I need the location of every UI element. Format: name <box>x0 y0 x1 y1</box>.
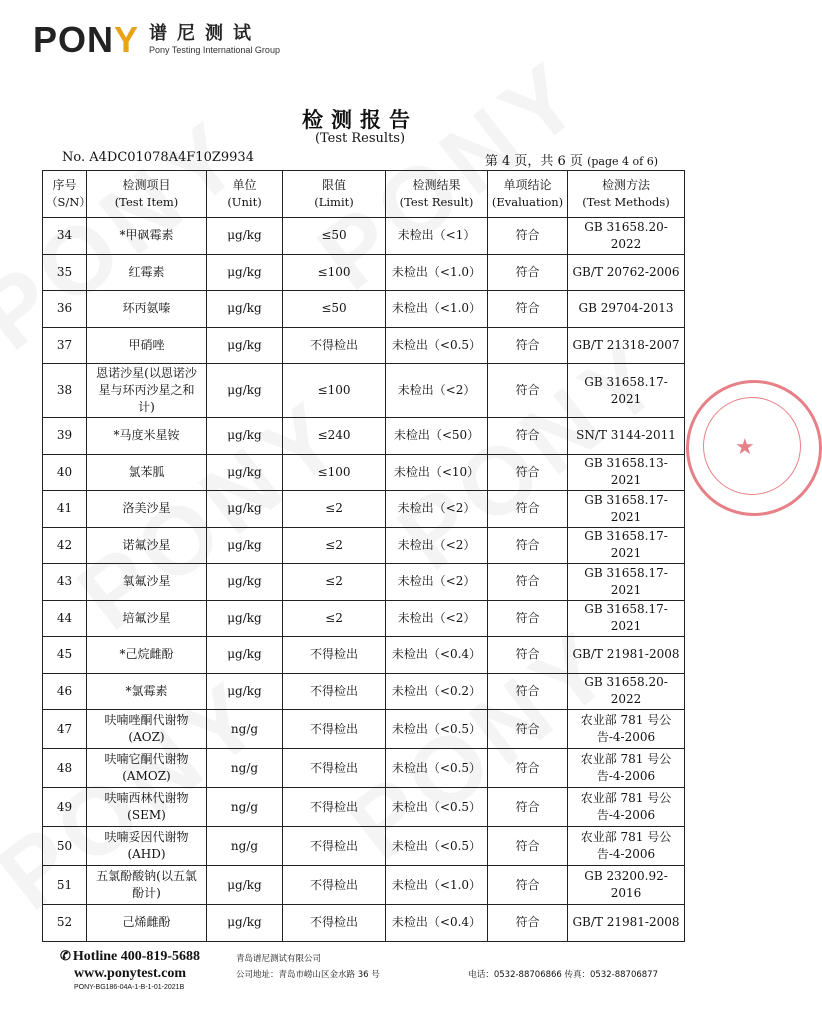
table-row <box>43 827 685 866</box>
table-row <box>43 454 685 491</box>
evaluation-cell: 符合 <box>488 788 568 827</box>
sn-cell: 50 <box>43 827 87 866</box>
method-cell: 农业部 781 号公告-4-2006 <box>568 827 685 866</box>
method-cell: GB 31658.20-2022 <box>568 673 685 710</box>
test-results-table <box>42 170 685 942</box>
test-item-cell: 呋喃唑酮代谢物(AOZ) <box>87 710 207 749</box>
report-title: 检测报告 <box>302 107 418 132</box>
limit-cell: ≤100 <box>283 364 386 418</box>
limit-cell: 不得检出 <box>283 749 386 788</box>
limit-cell: ≤100 <box>283 254 386 291</box>
method-cell: GB/T 21981-2008 <box>568 905 685 942</box>
evaluation-cell: 符合 <box>488 673 568 710</box>
table-row <box>43 254 685 291</box>
method-cell: GB 31658.17-2021 <box>568 600 685 637</box>
method-cell: GB 31658.17-2021 <box>568 527 685 564</box>
evaluation-cell: 符合 <box>488 866 568 905</box>
evaluation-cell: 符合 <box>488 454 568 491</box>
result-cell: 未检出（<0.5） <box>386 327 488 364</box>
sn-cell: 49 <box>43 788 87 827</box>
sn-cell: 35 <box>43 254 87 291</box>
sn-cell: 40 <box>43 454 87 491</box>
table-row <box>43 364 685 418</box>
method-cell: 农业部 781 号公告-4-2006 <box>568 788 685 827</box>
result-cell: 未检出（<1.0） <box>386 254 488 291</box>
result-cell: 未检出（<1.0） <box>386 866 488 905</box>
limit-cell: ≤2 <box>283 527 386 564</box>
sn-cell: 52 <box>43 905 87 942</box>
test-item-cell: 氯苯胍 <box>87 454 207 491</box>
table-row <box>43 905 685 942</box>
column-header: 检测项目 (Test Item) <box>87 171 207 218</box>
table-row <box>43 418 685 455</box>
test-item-cell: 氧氟沙星 <box>87 564 207 601</box>
unit-cell: μg/kg <box>207 218 283 255</box>
test-item-cell: 五氯酚酸钠(以五氯酚计) <box>87 866 207 905</box>
column-header: 检测结果 (Test Result) <box>386 171 488 218</box>
test-item-cell: *氯霉素 <box>87 673 207 710</box>
result-cell: 未检出（<1） <box>386 218 488 255</box>
unit-cell: μg/kg <box>207 254 283 291</box>
column-header: 序号 （S/N） <box>43 171 87 218</box>
method-cell: GB/T 20762-2006 <box>568 254 685 291</box>
result-cell: 未检出（<2） <box>386 527 488 564</box>
sn-cell: 51 <box>43 866 87 905</box>
limit-cell: 不得检出 <box>283 788 386 827</box>
limit-cell: 不得检出 <box>283 637 386 674</box>
sn-cell: 37 <box>43 327 87 364</box>
test-item-cell: *己烷雌酚 <box>87 637 207 674</box>
result-cell: 未检出（<0.5） <box>386 788 488 827</box>
table-row <box>43 218 685 255</box>
evaluation-cell: 符合 <box>488 905 568 942</box>
sn-cell: 38 <box>43 364 87 418</box>
sn-cell: 48 <box>43 749 87 788</box>
unit-cell: μg/kg <box>207 291 283 328</box>
table-row <box>43 527 685 564</box>
table-row <box>43 788 685 827</box>
method-cell: SN/T 3144-2011 <box>568 418 685 455</box>
sn-cell: 39 <box>43 418 87 455</box>
limit-cell: ≤50 <box>283 291 386 328</box>
limit-cell: 不得检出 <box>283 827 386 866</box>
method-cell: GB 31658.13-2021 <box>568 454 685 491</box>
sn-cell: 41 <box>43 491 87 528</box>
method-cell: GB/T 21318-2007 <box>568 327 685 364</box>
unit-cell: μg/kg <box>207 454 283 491</box>
unit-cell: μg/kg <box>207 905 283 942</box>
test-item-cell: 呋喃西林代谢物(SEM) <box>87 788 207 827</box>
evaluation-cell: 符合 <box>488 710 568 749</box>
method-cell: GB/T 21981-2008 <box>568 637 685 674</box>
unit-cell: ng/g <box>207 788 283 827</box>
footer-website: www.ponytest.com <box>74 966 186 981</box>
limit-cell: 不得检出 <box>283 673 386 710</box>
limit-cell: 不得检出 <box>283 866 386 905</box>
evaluation-cell: 符合 <box>488 637 568 674</box>
method-cell: GB 31658.17-2021 <box>568 491 685 528</box>
test-item-cell: 诺氟沙星 <box>87 527 207 564</box>
logo-english-name: Pony Testing International Group <box>149 45 280 55</box>
evaluation-cell: 符合 <box>488 491 568 528</box>
footer-phone: 电话：0532-88706866 传真：0532-88706877 <box>468 970 658 980</box>
sn-cell: 45 <box>43 637 87 674</box>
evaluation-cell: 符合 <box>488 327 568 364</box>
limit-cell: ≤240 <box>283 418 386 455</box>
method-cell: GB 23200.92-2016 <box>568 866 685 905</box>
test-item-cell: 甲硝唑 <box>87 327 207 364</box>
unit-cell: μg/kg <box>207 600 283 637</box>
result-cell: 未检出（<2） <box>386 364 488 418</box>
result-cell: 未检出（<1.0） <box>386 291 488 328</box>
result-cell: 未检出（<0.5） <box>386 710 488 749</box>
unit-cell: μg/kg <box>207 491 283 528</box>
method-cell: GB 31658.20-2022 <box>568 218 685 255</box>
table-row <box>43 327 685 364</box>
unit-cell: μg/kg <box>207 866 283 905</box>
result-cell: 未检出（<0.2） <box>386 673 488 710</box>
evaluation-cell: 符合 <box>488 254 568 291</box>
sn-cell: 47 <box>43 710 87 749</box>
unit-cell: ng/g <box>207 827 283 866</box>
method-cell: GB 31658.17-2021 <box>568 564 685 601</box>
company-logo <box>33 19 280 60</box>
footer-doc-code: PONY-BG186-04A-1-B-1-01-2021B <box>74 984 185 991</box>
test-item-cell: 恩诺沙星(以恩诺沙星与环丙沙星之和计) <box>87 364 207 418</box>
column-header: 单位 (Unit) <box>207 171 283 218</box>
limit-cell: 不得检出 <box>283 905 386 942</box>
test-item-cell: *甲砜霉素 <box>87 218 207 255</box>
evaluation-cell: 符合 <box>488 527 568 564</box>
unit-cell: μg/kg <box>207 564 283 601</box>
table-row <box>43 710 685 749</box>
limit-cell: ≤2 <box>283 491 386 528</box>
result-cell: 未检出（<2） <box>386 600 488 637</box>
column-header: 限值 (Limit) <box>283 171 386 218</box>
unit-cell: μg/kg <box>207 364 283 418</box>
evaluation-cell: 符合 <box>488 364 568 418</box>
unit-cell: μg/kg <box>207 637 283 674</box>
page-info: 第 4 页，共 6 页 (page 4 of 6) <box>484 154 658 169</box>
test-item-cell: 呋喃它酮代谢物(AMOZ) <box>87 749 207 788</box>
column-header: 单项结论 (Evaluation) <box>488 171 568 218</box>
test-item-cell: 培氟沙星 <box>87 600 207 637</box>
result-cell: 未检出（<50） <box>386 418 488 455</box>
table-body <box>43 218 685 942</box>
limit-cell: ≤2 <box>283 564 386 601</box>
logo-chinese-name: 谱尼测试 <box>149 23 262 44</box>
report-subtitle: (Test Results) <box>314 131 406 146</box>
sn-cell: 44 <box>43 600 87 637</box>
result-cell: 未检出（<10） <box>386 454 488 491</box>
unit-cell: ng/g <box>207 710 283 749</box>
test-item-cell: 己烯雌酚 <box>87 905 207 942</box>
sn-cell: 42 <box>43 527 87 564</box>
result-cell: 未检出（<2） <box>386 491 488 528</box>
evaluation-cell: 符合 <box>488 749 568 788</box>
table-row <box>43 749 685 788</box>
result-cell: 未检出（<0.4） <box>386 637 488 674</box>
footer-address: 公司地址：青岛市崂山区金水路 36 号 <box>236 970 380 980</box>
evaluation-cell: 符合 <box>488 564 568 601</box>
unit-cell: ng/g <box>207 749 283 788</box>
limit-cell: ≤2 <box>283 600 386 637</box>
sn-cell: 34 <box>43 218 87 255</box>
method-cell: 农业部 781 号公告-4-2006 <box>568 710 685 749</box>
test-item-cell: 环丙氨嗪 <box>87 291 207 328</box>
test-item-cell: 呋喃妥因代谢物(AHD) <box>87 827 207 866</box>
evaluation-cell: 符合 <box>488 600 568 637</box>
method-cell: GB 31658.17-2021 <box>568 364 685 418</box>
evaluation-cell: 符合 <box>488 418 568 455</box>
test-item-cell: 红霉素 <box>87 254 207 291</box>
result-cell: 未检出（<0.5） <box>386 749 488 788</box>
table-row <box>43 600 685 637</box>
logo-mark: PONY <box>33 19 140 60</box>
sn-cell: 36 <box>43 291 87 328</box>
method-cell: GB 29704-2013 <box>568 291 685 328</box>
footer-hotline: ✆ Hotline 400-819-5688 <box>60 948 201 964</box>
result-cell: 未检出（<0.5） <box>386 827 488 866</box>
table-header <box>43 171 685 218</box>
table-row <box>43 637 685 674</box>
unit-cell: μg/kg <box>207 673 283 710</box>
table-row <box>43 291 685 328</box>
table-row <box>43 673 685 710</box>
column-header: 检测方法 (Test Methods) <box>568 171 685 218</box>
limit-cell: ≤100 <box>283 454 386 491</box>
table-row <box>43 866 685 905</box>
evaluation-cell: 符合 <box>488 827 568 866</box>
unit-cell: μg/kg <box>207 327 283 364</box>
star-icon: ★ <box>735 435 755 460</box>
table-row <box>43 564 685 601</box>
test-item-cell: *马度米星铵 <box>87 418 207 455</box>
table-row <box>43 491 685 528</box>
sn-cell: 46 <box>43 673 87 710</box>
unit-cell: μg/kg <box>207 418 283 455</box>
sn-cell: 43 <box>43 564 87 601</box>
result-cell: 未检出（<0.4） <box>386 905 488 942</box>
limit-cell: ≤50 <box>283 218 386 255</box>
phone-icon: ✆ <box>60 948 71 963</box>
report-number: No. A4DC01078A4F10Z9934 <box>62 150 254 165</box>
method-cell: 农业部 781 号公告-4-2006 <box>568 749 685 788</box>
limit-cell: 不得检出 <box>283 710 386 749</box>
unit-cell: μg/kg <box>207 527 283 564</box>
evaluation-cell: 符合 <box>488 291 568 328</box>
limit-cell: 不得检出 <box>283 327 386 364</box>
test-item-cell: 洛美沙星 <box>87 491 207 528</box>
red-seal-stamp <box>686 380 822 516</box>
evaluation-cell: 符合 <box>488 218 568 255</box>
result-cell: 未检出（<2） <box>386 564 488 601</box>
footer-company: 青岛谱尼测试有限公司 <box>236 954 322 964</box>
